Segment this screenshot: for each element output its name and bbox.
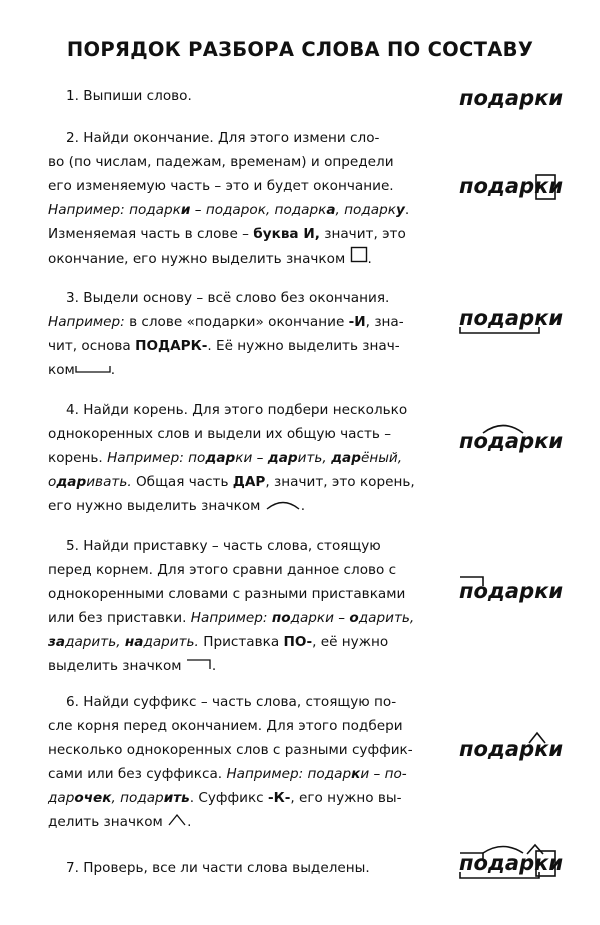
example-word: дар [48, 790, 75, 806]
example-label: Например: [107, 450, 184, 466]
punctuation: . [187, 814, 192, 830]
text: . Суффикс [189, 790, 264, 806]
step-4-line-3 [48, 446, 430, 470]
text: окончание, его нужно выделить значком [48, 251, 346, 267]
step-5-line-3: однокоренными словами с разными приставками [48, 586, 406, 602]
step-4-line-1: 4. Найди корень. Для этого подбери несколько [66, 402, 408, 418]
step-6-line-3: несколько однокоренных слов с разными суффик- [48, 742, 413, 758]
word-ending: и [548, 174, 564, 198]
step-5-line-1: 5. Найди приставку – часть слова, стоящую [66, 538, 381, 554]
step-2 [48, 126, 430, 271]
text: сами или без суффикса. [48, 766, 223, 782]
example-word: дарки – [290, 610, 346, 626]
text: корень. [48, 450, 103, 466]
text: . Её нужно выделить знач- [207, 338, 400, 354]
step-1-text: 1. Выпиши слово. [66, 88, 192, 104]
example-word: ки – [235, 450, 264, 466]
text: значит, это [324, 226, 406, 242]
example-ending: у [395, 202, 405, 218]
step-6 [48, 690, 430, 834]
step-2-line-5 [48, 222, 430, 246]
example-word: ивать. [86, 474, 132, 490]
prefix-mark-icon [186, 658, 212, 670]
step-7 [48, 856, 430, 880]
example-prefix: о [349, 610, 359, 626]
step-2-line-3: его изменяемую часть – это и будет окончание. [48, 178, 394, 194]
word-stem: подарк [459, 851, 549, 875]
punctuation: . [211, 658, 217, 674]
suffix-caret-mark [459, 732, 579, 764]
example-word: – подарок, подарк [194, 202, 327, 218]
text: , его нужно вы- [290, 790, 402, 806]
step-2-line-2: во (по числам, падежам, временам) и определи [48, 154, 394, 170]
example-word: , подар [111, 790, 164, 806]
example-prefix: за [48, 634, 66, 650]
text: выделить значком [48, 658, 182, 674]
root-arc-mark [459, 424, 579, 456]
step-2-line-1: 2. Найди окончание. Для этого измени сло- [66, 130, 380, 146]
text: ком [48, 362, 75, 378]
example-label: Например: [226, 766, 304, 782]
step-6-line-1: 6. Найди суффикс – часть слова, стоящую по- [66, 694, 397, 710]
example-word: дарить, [65, 634, 121, 650]
step-2-line-4 [48, 198, 430, 222]
punctuation: . [367, 251, 372, 267]
example-label: Например: [48, 202, 125, 218]
example-prefix: по [271, 610, 291, 626]
example-word-2 [459, 173, 579, 203]
example-suffix: ить [163, 790, 190, 806]
example-word: ёный, [360, 450, 403, 466]
step-5-line-2: перед корнем. Для этого сравни данное слово с [48, 562, 397, 578]
text: или без приставки. [48, 610, 187, 626]
text: чит, основа [48, 338, 131, 354]
example-word: дарить. [143, 634, 199, 650]
step-4-line-5 [48, 494, 430, 518]
example-suffix: очек [74, 790, 112, 806]
example-word-7 [459, 842, 579, 882]
example-label: Например: [48, 314, 125, 330]
step-4 [48, 398, 430, 518]
step-3-line-4 [48, 358, 430, 382]
text: Приставка [203, 634, 280, 650]
example-word-5 [459, 574, 579, 606]
step-2-line-6 [48, 246, 430, 271]
example-suffix: к [351, 766, 361, 782]
text: в слове «подарки» окончание [129, 314, 345, 330]
example-word-text: подарки [459, 429, 564, 453]
word-stem: подарк [459, 306, 549, 330]
example-word: дарить, [358, 610, 415, 626]
prefix-mark [459, 574, 579, 606]
example-word-3 [459, 305, 579, 339]
example-word: , подарк [335, 202, 396, 218]
stem-underline-icon [75, 364, 111, 374]
text: делить значком [48, 814, 163, 830]
step-6-line-4 [48, 762, 430, 786]
example-word: подарк [129, 202, 181, 218]
example-word: о [48, 474, 57, 490]
example-word-4 [459, 424, 579, 456]
example-label: Например: [190, 610, 268, 626]
highlight: ПО- [283, 634, 313, 650]
highlight: буква И, [253, 226, 320, 242]
step-4-line-2: однокоренных слов и выдели их общую часть – [48, 426, 392, 442]
example-root: дар [56, 474, 87, 490]
example-word-6 [459, 732, 579, 764]
stem-underline-mark [459, 305, 579, 339]
example-root: дар [331, 450, 361, 466]
example-word-text: подарки [459, 737, 564, 761]
example-ending: и [180, 202, 191, 218]
step-5-line-6 [48, 654, 430, 678]
step-5-line-4 [48, 606, 430, 630]
highlight: ПОДАРК- [135, 338, 208, 354]
step-3-line-1: 3. Выдели основу – всё слово без окончания. [66, 290, 390, 306]
example-ending: а [326, 202, 336, 218]
example-word-text: подарки [459, 86, 564, 110]
word-ending: и [548, 306, 564, 330]
example-root: дар [267, 450, 298, 466]
punctuation: . [404, 202, 410, 218]
step-3-line-3 [48, 334, 430, 358]
text: Изменяемая часть в слове – [48, 226, 249, 242]
step-5-line-5 [48, 630, 430, 654]
step-5 [48, 534, 430, 678]
example-word: ить, [297, 450, 327, 466]
step-6-line-2: сле корня перед окончанием. Для этого подбери [48, 718, 403, 734]
word-ending: и [548, 851, 564, 875]
punctuation: . [300, 498, 306, 514]
text: , зна- [365, 314, 404, 330]
example-word-text: подарки [459, 579, 564, 603]
step-3-line-2 [48, 310, 430, 334]
root-arc-icon [265, 498, 301, 510]
word-stem: подарк [459, 174, 549, 198]
step-7-text: 7. Проверь, все ли части слова выделены. [66, 860, 370, 876]
step-1 [48, 84, 430, 108]
text: Общая часть [135, 474, 229, 490]
ending-box-icon [350, 246, 368, 263]
example-word: по [188, 450, 206, 466]
text: , значит, это корень, [265, 474, 415, 490]
full-parse-marks [459, 842, 579, 882]
highlight: -И [348, 314, 366, 330]
step-6-line-6 [48, 810, 430, 834]
example-root: дар [205, 450, 236, 466]
punctuation: . [110, 362, 116, 378]
text: , её нужно [312, 634, 389, 650]
example-word-1 [459, 85, 579, 115]
step-6-line-5 [48, 786, 430, 810]
suffix-caret-icon [167, 813, 187, 826]
text: его нужно выделить значком [48, 498, 261, 514]
example-word: подар [307, 766, 352, 782]
example-prefix: на [124, 634, 144, 650]
highlight: ДАР [232, 474, 266, 490]
ending-box-mark [459, 173, 579, 203]
example-word: и – по- [360, 766, 407, 782]
page-title: ПОРЯДОК РАЗБОРА СЛОВА ПО СОСТАВУ [66, 38, 534, 61]
step-3 [48, 286, 430, 382]
highlight: -К- [267, 790, 291, 806]
step-4-line-4 [48, 470, 430, 494]
